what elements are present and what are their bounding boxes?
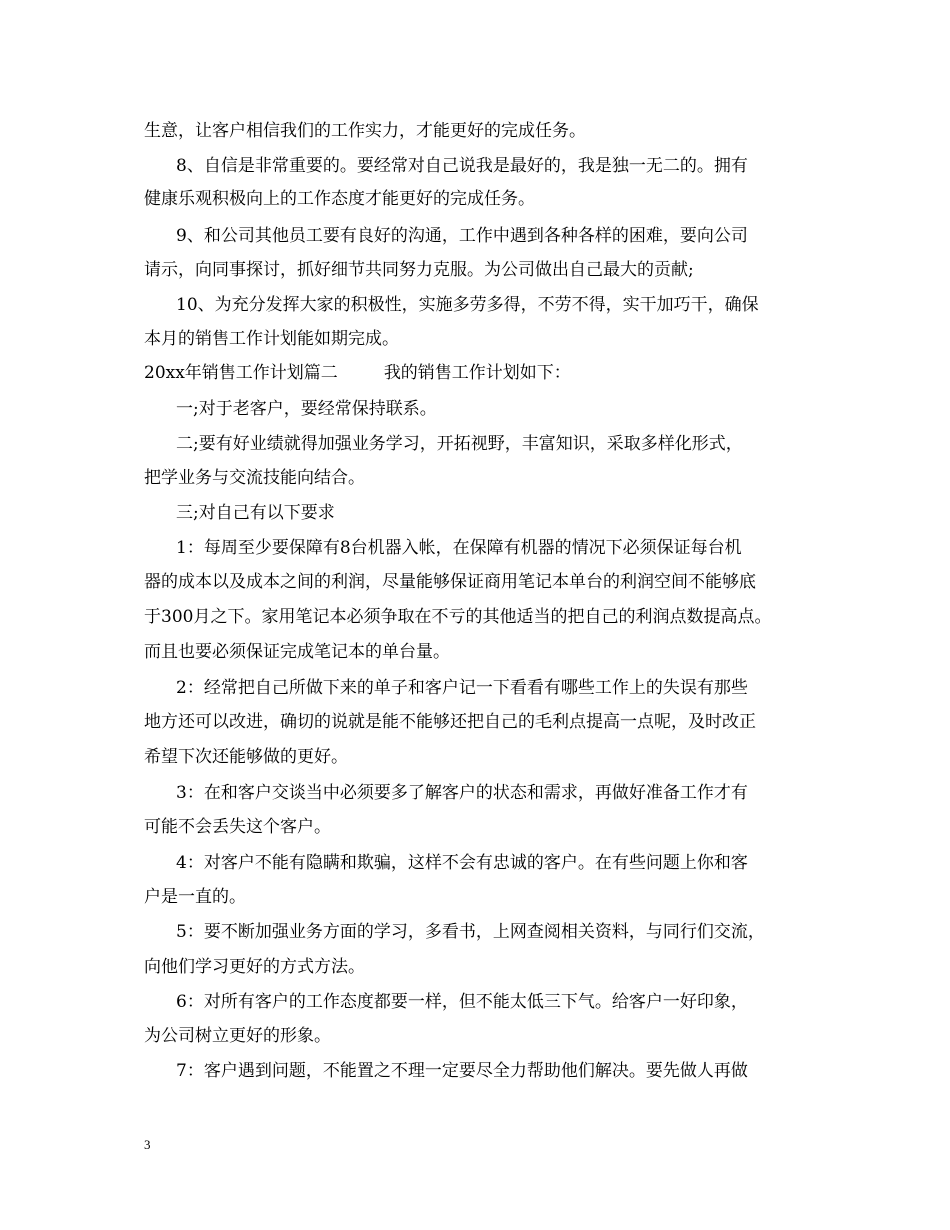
text-line: 把学业务与交流技能向结合。 [144, 468, 365, 488]
text-line: 地方还可以改进，确切的说就是能不能够还把自己的毛利点提高一点呢，及时改正 [144, 712, 756, 732]
text-line: 希望下次还能够做的更好。 [144, 747, 348, 767]
text-line: 9、和公司其他员工要有良好的沟通，工作中遇到各种各样的困难，要向公司 [176, 226, 748, 246]
text-line: 一;对于老客户，要经常保持联系。 [176, 399, 437, 419]
text-line: 二;要有好业绩就得加强业务学习，开拓视野，丰富知识，采取多样化形式， [176, 434, 743, 454]
heading-intro: 我的销售工作计划如下： [383, 363, 571, 383]
text-line: 于300月之下。家用笔记本必须争取在不亏的其他适当的把自己的利润点数提高点。 [144, 607, 772, 627]
text-line: 生意，让客户相信我们的工作实力，才能更好的完成任务。 [144, 121, 586, 141]
text-line: 向他们学习更好的方式方法。 [144, 957, 365, 977]
text-line: 4：对客户不能有隐瞒和欺骗，这样不会有忠诚的客户。在有些问题上你和客 [176, 853, 748, 873]
text-line: 6：对所有客户的工作态度都要一样，但不能太低三下气。给客户一好印象， [176, 992, 748, 1012]
section-heading [144, 362, 571, 384]
text-line: 健康乐观积极向上的工作态度才能更好的完成任务。 [144, 189, 535, 209]
text-line: 5：要不断加强业务方面的学习，多看书，上网查阅相关资料，与同行们交流， [176, 922, 765, 942]
heading-title: 20xx年销售工作计划篇二 [144, 363, 338, 383]
text-line: 器的成本以及成本之间的利润，尽量能够保证商用笔记本单台的利润空间不能够底 [144, 572, 756, 592]
text-line: 7：客户遇到问题，不能置之不理一定要尽全力帮助他们解决。要先做人再做 [176, 1061, 748, 1081]
text-line: 而且也要必须保证完成笔记本的单台量。 [144, 642, 450, 662]
text-line: 1：每周至少要保障有8台机器入帐，在保障有机器的情况下必须保证每台机 [176, 538, 742, 558]
text-line: 为公司树立更好的形象。 [144, 1026, 331, 1046]
text-line: 本月的销售工作计划能如期完成。 [144, 329, 399, 349]
page-number: 3 [144, 1137, 151, 1152]
text-line: 三;对自己有以下要求 [176, 503, 335, 523]
text-line: 3：在和客户交谈当中必须要多了解客户的状态和需求，再做好准备工作才有 [176, 783, 748, 803]
text-line: 户是一直的。 [144, 887, 246, 907]
text-line: 2：经常把自己所做下来的单子和客户记一下看看有哪些工作上的失误有那些 [176, 678, 748, 698]
text-line: 10、为充分发挥大家的积极性，实施多劳多得，不劳不得，实干加巧干，确保 [176, 295, 759, 315]
text-line: 8、自信是非常重要的。要经常对自己说我是最好的，我是独一无二的。拥有 [176, 156, 748, 176]
text-line: 请示，向同事探讨，抓好细节共同努力克服。为公司做出自己最大的贡献; [144, 260, 694, 280]
text-line: 可能不会丢失这个客户。 [144, 817, 331, 837]
